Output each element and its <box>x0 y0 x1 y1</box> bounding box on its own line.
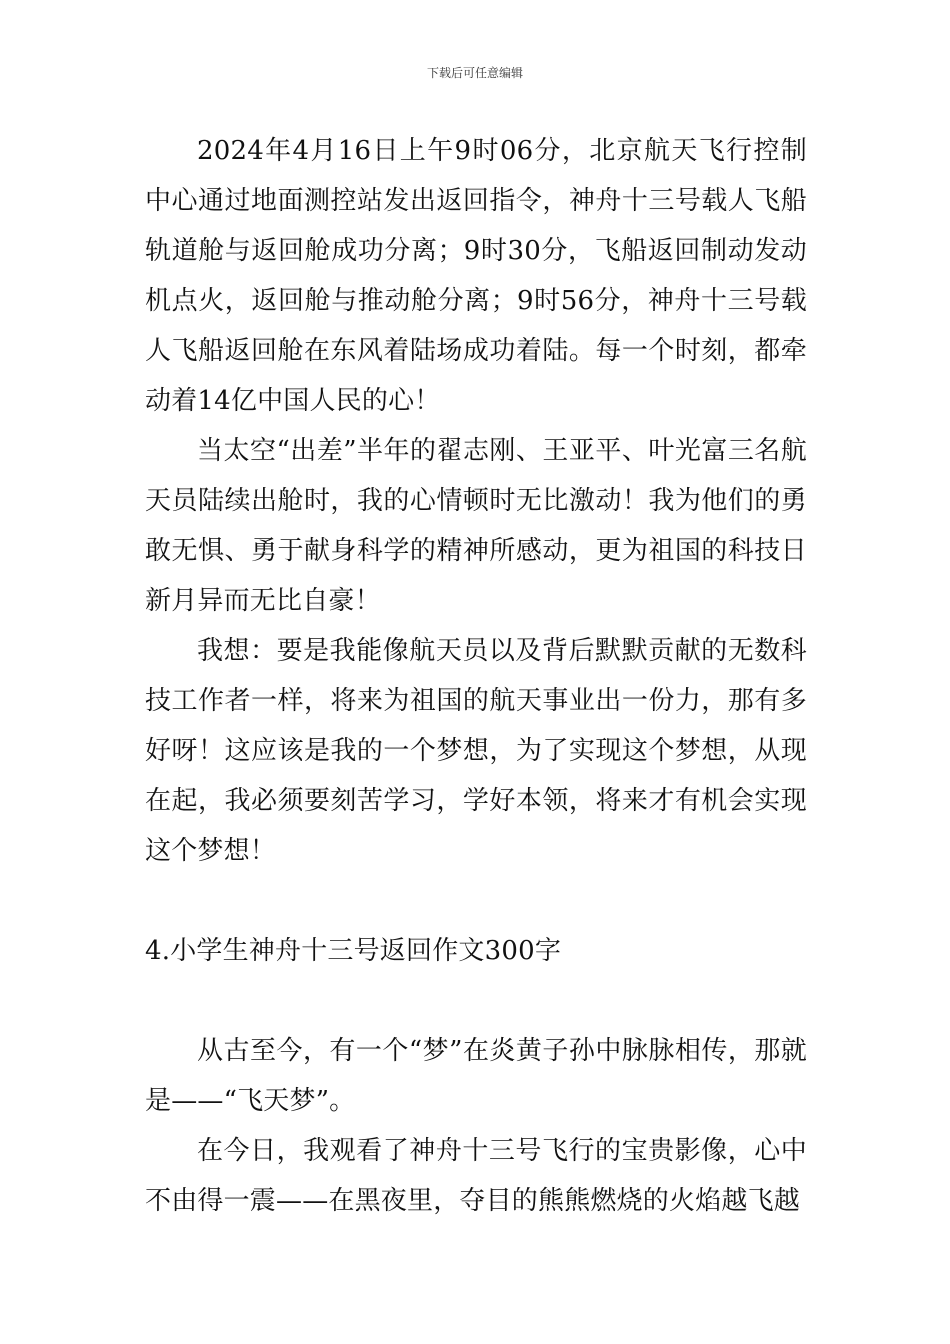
document-body <box>145 126 807 1226</box>
section-paragraph-1: 从古至今，有一个“梦”在炎黄子孙中脉脉相传，那就是——“飞天梦”。 <box>145 1036 807 1116</box>
paragraph-3: 我想：要是我能像航天员以及背后默默贡献的无数科技工作者一样，将来为祖国的航天事业出一份力，那有多好呀！这应该是我的一个梦想，为了实现这个梦想，从现在起，我必须要刻苦学习，学好本领，将来才有机会实现这个梦想！ <box>145 636 807 866</box>
section-paragraph-2: 在今日，我观看了神舟十三号飞行的宝贵影像，心中不由得一震——在黑夜里，夺目的熊熊燃烧的火焰越飞越 <box>145 1136 807 1216</box>
paragraph-1: 2024年4月16日上午9时06分，北京航天飞行控制中心通过地面测控站发出返回指令，神舟十三号载人飞船轨道舱与返回舱成功分离；9时30分，飞船返回制动发动机点火，返回舱与推动舱分离；9时56分，神舟十三号载人飞船返回舱在东风着陆场成功着陆。每一个时刻，都牵动着14亿中国人民的心！ <box>145 136 807 416</box>
header-note: 下载后可任意编辑 <box>426 66 523 80</box>
section-heading: 4.小学生神舟十三号返回作文300字 <box>145 936 562 966</box>
paragraph-2: 当太空“出差”半年的翟志刚、王亚平、叶光富三名航天员陆续出舱时，我的心情顿时无比激动！我为他们的勇敢无惧、勇于献身科学的精神所感动，更为祖国的科技日新月异而无比自豪！ <box>145 436 807 616</box>
